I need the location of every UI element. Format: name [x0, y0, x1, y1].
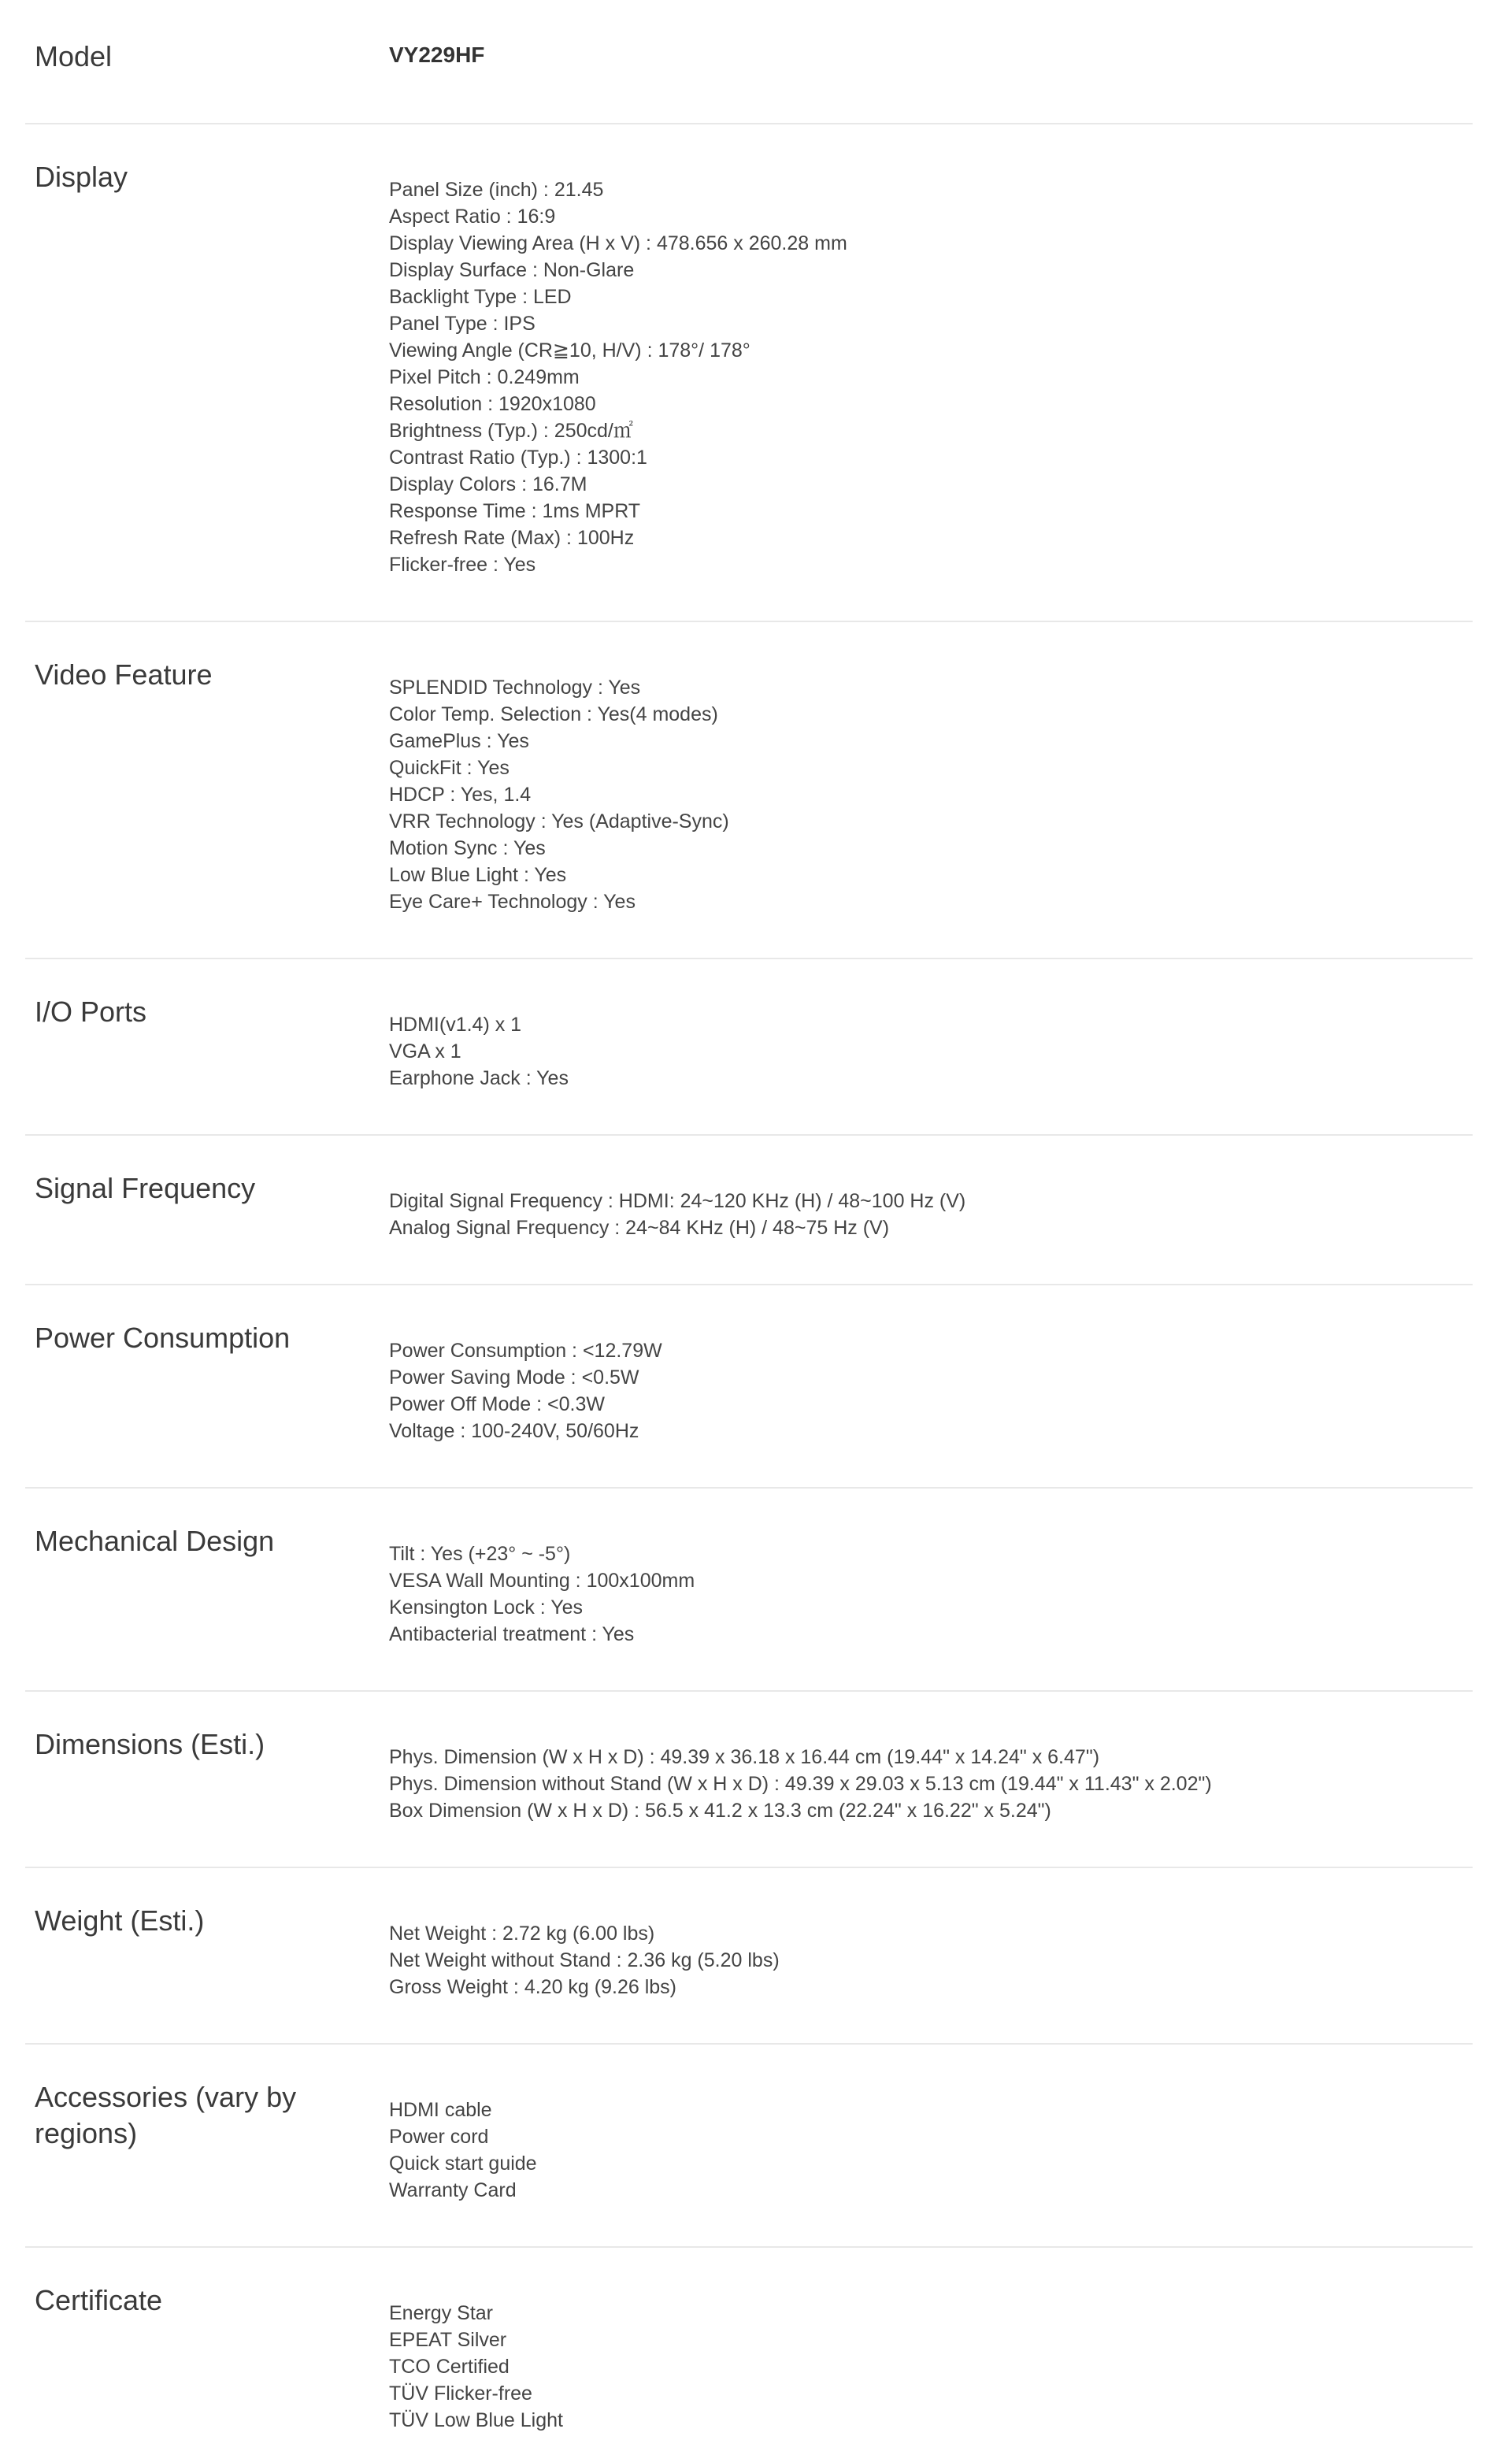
spec-value-line: VY229HF	[389, 43, 485, 67]
spec-value-line: Power cord	[389, 2126, 489, 2148]
spec-value-line: Panel Size (inch) : 21.45	[389, 179, 604, 201]
spec-value-line: TÜV Flicker-free	[389, 2382, 532, 2405]
spec-row	[25, 959, 1473, 1136]
spec-value-line: Backlight Type : LED	[389, 286, 572, 308]
spec-value-line: Color Temp. Selection : Yes(4 modes)	[389, 703, 718, 725]
spec-value-line: Quick start guide	[389, 2153, 537, 2175]
spec-value-line: GamePlus : Yes	[389, 730, 529, 752]
spec-value-line: Net Weight : 2.72 kg (6.00 lbs)	[389, 1923, 655, 1945]
spec-row	[25, 1489, 1473, 1692]
spec-table	[25, 0, 1473, 2451]
spec-row	[25, 124, 1473, 622]
spec-value-line: Viewing Angle (CR≧10, H/V) : 178°/ 178°	[389, 339, 750, 362]
spec-values	[389, 159, 1473, 621]
spec-value-line: Net Weight without Stand : 2.36 kg (5.20 lbs)	[389, 1949, 780, 1971]
spec-value-line: Panel Type : IPS	[389, 313, 536, 335]
spec-value-line: Digital Signal Frequency : HDMI: 24~120 KHz (H) / 48~100 Hz (V)	[389, 1190, 966, 1212]
spec-values	[389, 657, 1473, 958]
spec-label: Accessories (vary by regions)	[35, 2081, 297, 2149]
spec-values	[389, 2282, 1473, 2451]
spec-values	[389, 1523, 1473, 1690]
spec-label: Certificate	[35, 2284, 163, 2316]
spec-value-line: HDMI(v1.4) x 1	[389, 1014, 522, 1036]
spec-value-line: Box Dimension (W x H x D) : 56.5 x 41.2 x 13.3 cm (22.24" x 16.22" x 5.24")	[389, 1800, 1051, 1822]
spec-label: Weight (Esti.)	[35, 1904, 205, 1937]
spec-value-line: TÜV Low Blue Light	[389, 2409, 563, 2431]
spec-value-line: Gross Weight : 4.20 kg (9.26 lbs)	[389, 1976, 676, 1998]
spec-values	[389, 1320, 1473, 1487]
spec-values	[389, 1170, 1473, 1284]
spec-values	[389, 1903, 1473, 2043]
spec-value-line: Response Time : 1ms MPRT	[389, 500, 641, 522]
spec-value-line: Resolution : 1920x1080	[389, 393, 596, 415]
spec-value-line: HDCP : Yes, 1.4	[389, 784, 532, 806]
spec-row	[25, 1868, 1473, 2045]
spec-row	[25, 1692, 1473, 1868]
spec-value-line: VGA x 1	[389, 1040, 461, 1062]
spec-row	[25, 1285, 1473, 1489]
spec-value-line: Pixel Pitch : 0.249mm	[389, 366, 580, 388]
spec-value-line: HDMI cable	[389, 2099, 492, 2121]
spec-row	[25, 0, 1473, 124]
spec-value-line: Power Saving Mode : <0.5W	[389, 1366, 639, 1389]
spec-value-line: Display Surface : Non-Glare	[389, 259, 635, 281]
spec-value-line: VESA Wall Mounting : 100x100mm	[389, 1570, 695, 1592]
spec-value-line: Brightness (Typ.) : 250cd/㎡	[389, 420, 633, 442]
spec-value-line: Phys. Dimension without Stand (W x H x D) : 49.39 x 29.03 x 5.13 cm (19.44" x 11.43" x 2.02")	[389, 1773, 1212, 1795]
spec-value-line: Power Off Mode : <0.3W	[389, 1393, 605, 1415]
spec-value-line: EPEAT Silver	[389, 2329, 507, 2351]
spec-value-line: Antibacterial treatment : Yes	[389, 1623, 635, 1645]
spec-row	[25, 622, 1473, 959]
spec-label: Signal Frequency	[35, 1172, 256, 1204]
spec-value-line: Refresh Rate (Max) : 100Hz	[389, 527, 635, 549]
spec-row	[25, 2045, 1473, 2248]
spec-values	[389, 2079, 1473, 2246]
spec-value-line: VRR Technology : Yes (Adaptive-Sync)	[389, 810, 729, 832]
spec-value-line: Display Viewing Area (H x V) : 478.656 x 260.28 mm	[389, 232, 847, 254]
spec-row	[25, 1136, 1473, 1285]
spec-label: Dimensions (Esti.)	[35, 1728, 265, 1760]
spec-value-line: Power Consumption : <12.79W	[389, 1340, 662, 1362]
spec-value-line: Motion Sync : Yes	[389, 837, 546, 859]
spec-value-line: Kensington Lock : Yes	[389, 1596, 584, 1619]
spec-label: I/O Ports	[35, 996, 147, 1028]
spec-values	[389, 39, 1473, 123]
spec-label: Mechanical Design	[35, 1525, 275, 1557]
spec-value-line: Phys. Dimension (W x H x D) : 49.39 x 36.18 x 16.44 cm (19.44" x 14.24" x 6.47")	[389, 1746, 1100, 1768]
spec-value-line: TCO Certified	[389, 2356, 510, 2378]
spec-row	[25, 2248, 1473, 2451]
spec-value-line: QuickFit : Yes	[389, 757, 510, 779]
spec-values	[389, 1726, 1473, 1867]
spec-value-line: Tilt : Yes (+23° ~ -5°)	[389, 1543, 571, 1565]
spec-value-line: Voltage : 100-240V, 50/60Hz	[389, 1420, 639, 1442]
spec-value-line: Flicker-free : Yes	[389, 554, 536, 576]
spec-value-line: Eye Care+ Technology : Yes	[389, 891, 636, 913]
spec-value-line: Display Colors : 16.7M	[389, 473, 587, 495]
spec-values	[389, 994, 1473, 1134]
spec-value-line: Energy Star	[389, 2302, 494, 2324]
spec-value-line: Earphone Jack : Yes	[389, 1067, 569, 1089]
spec-value-line: Analog Signal Frequency : 24~84 KHz (H) / 48~75 Hz (V)	[389, 1217, 890, 1239]
spec-value-line: Low Blue Light : Yes	[389, 864, 567, 886]
spec-value-line: SPLENDID Technology : Yes	[389, 677, 641, 699]
spec-value-line: Warranty Card	[389, 2179, 517, 2201]
spec-label: Power Consumption	[35, 1322, 291, 1354]
spec-label: Video Feature	[35, 658, 213, 691]
spec-label: Display	[35, 161, 128, 193]
spec-label: Model	[35, 40, 113, 72]
spec-value-line: Aspect Ratio : 16:9	[389, 206, 556, 228]
spec-value-line: Contrast Ratio (Typ.) : 1300:1	[389, 447, 647, 469]
